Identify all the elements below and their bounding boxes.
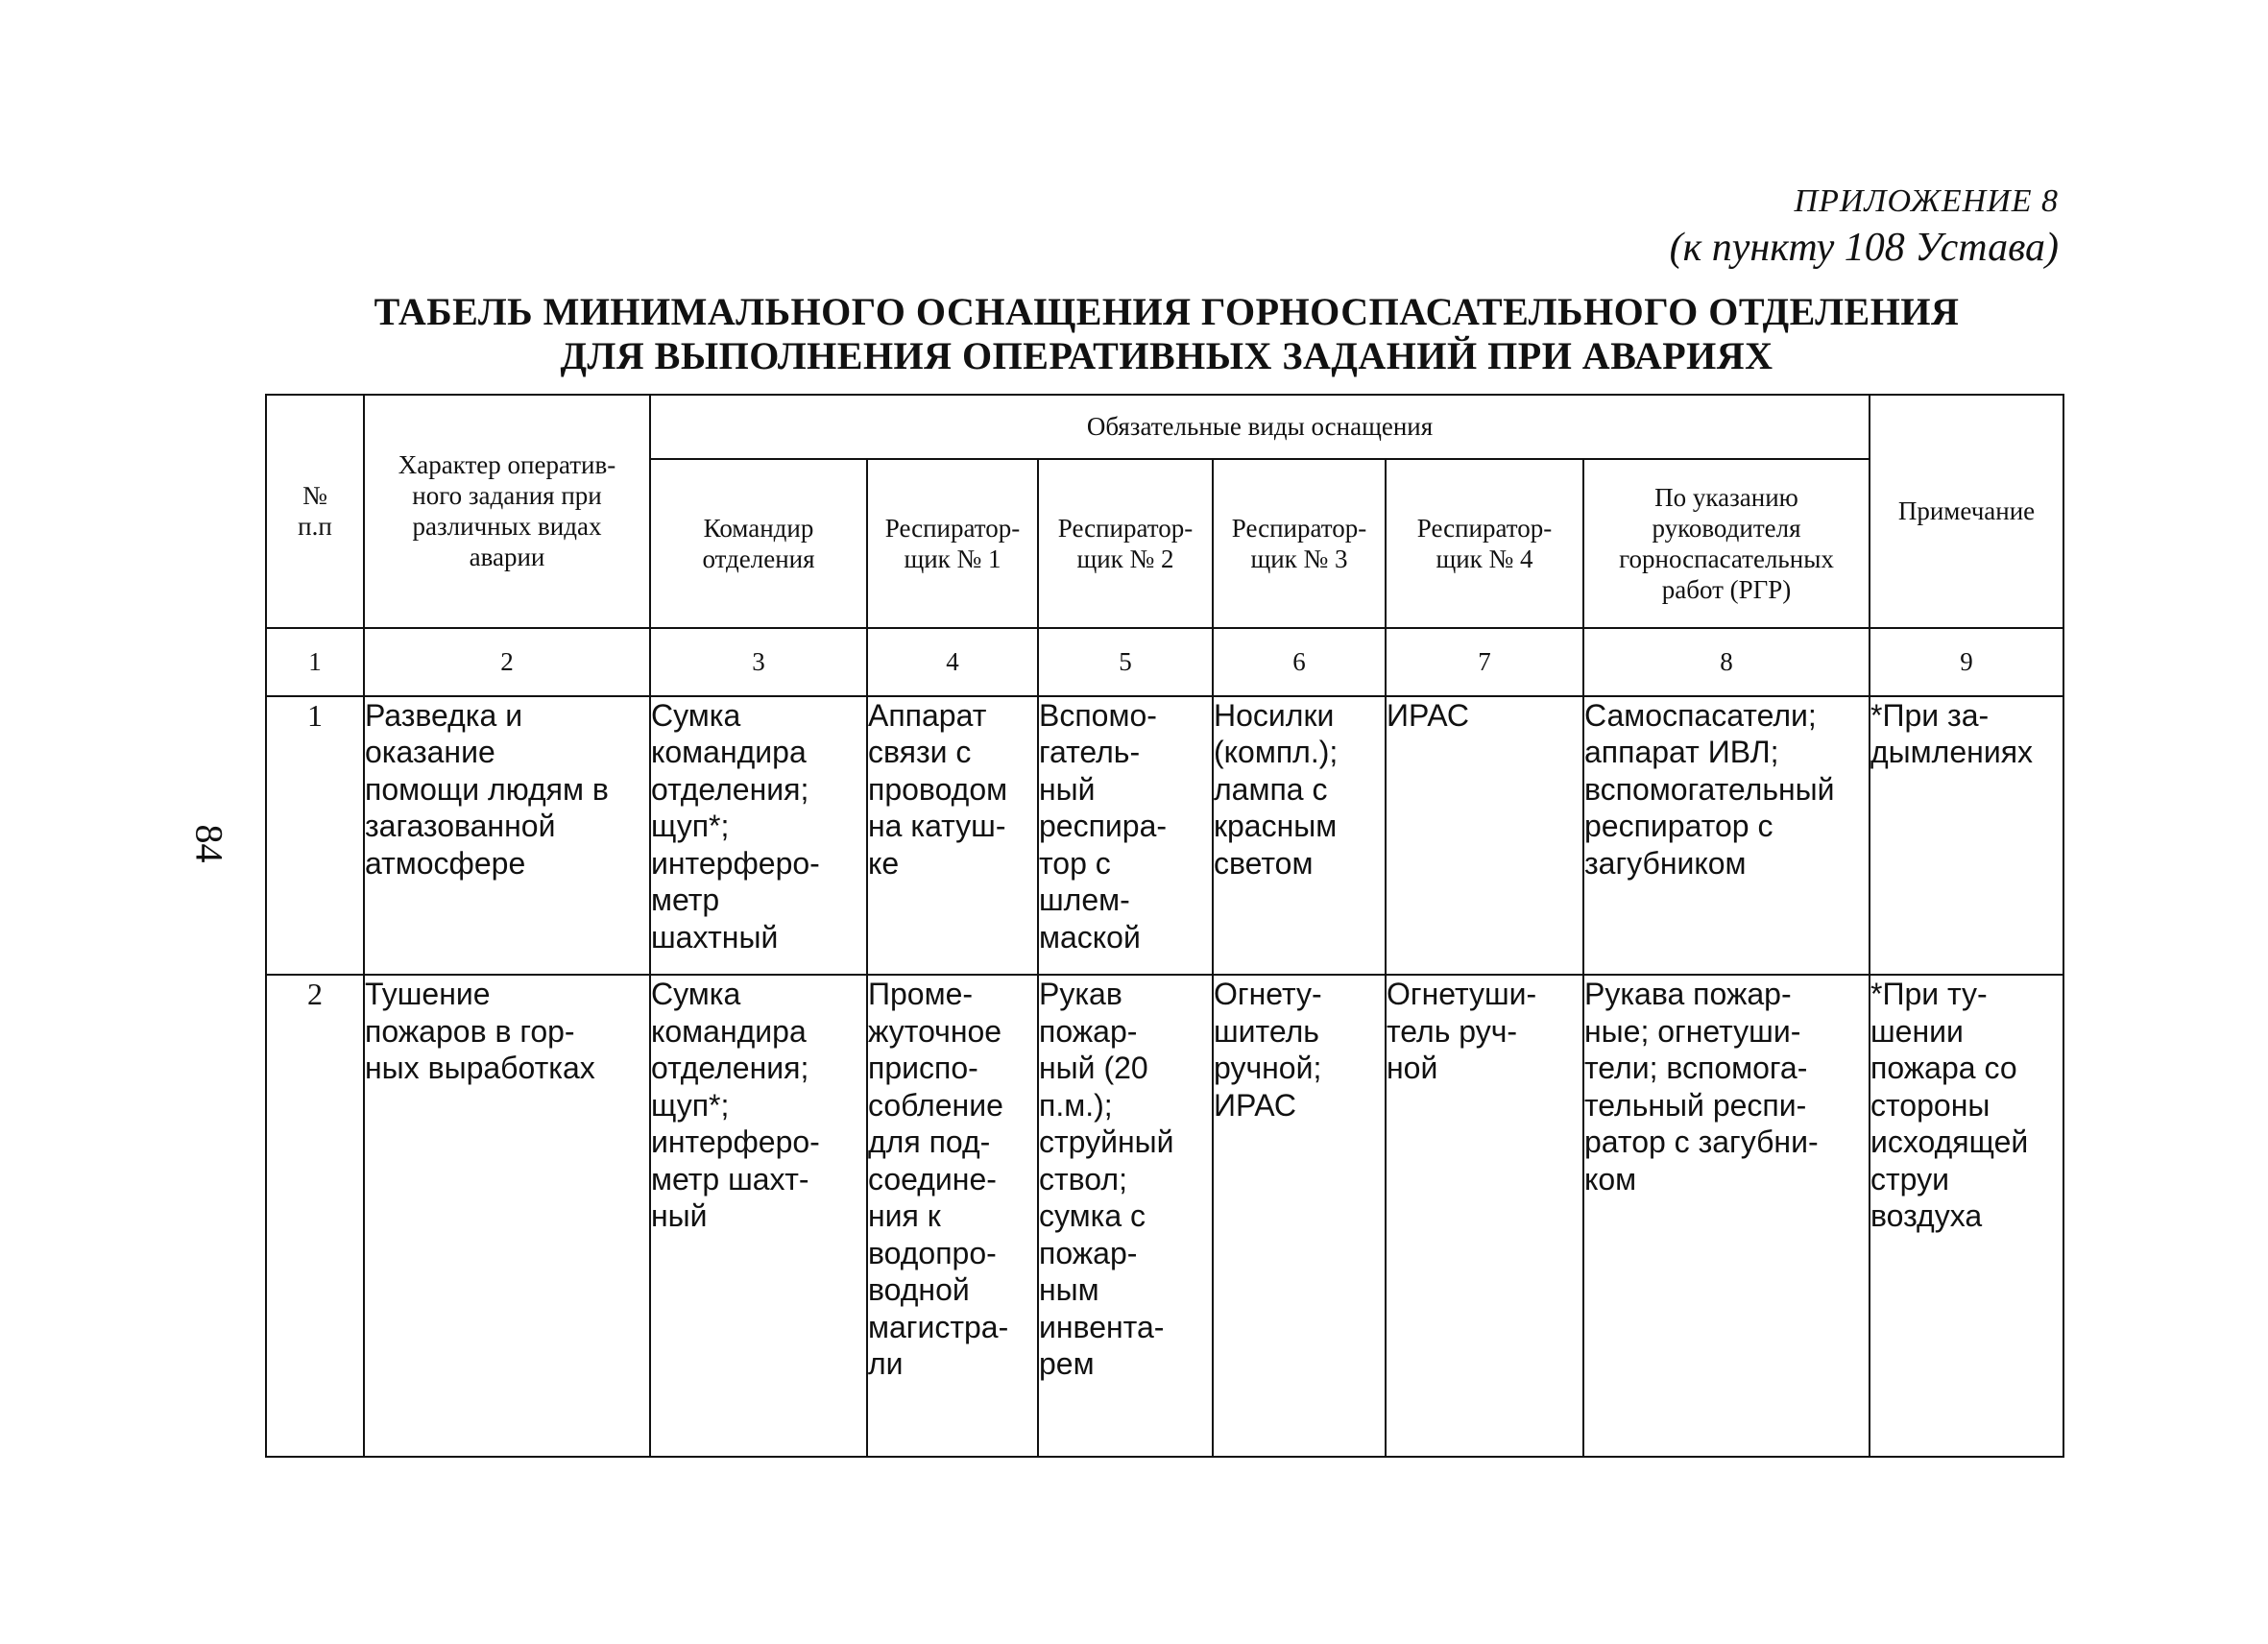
appendix-reference <box>1670 179 2059 271</box>
respirator-3-cell: Носилки (компл.); лампа с красным светом <box>1213 696 1386 976</box>
note-cell: *При ту- шении пожара со стороны исходящей струи воздуха <box>1870 975 2063 1457</box>
column-number: 8 <box>1583 628 1870 696</box>
column-number: 4 <box>867 628 1038 696</box>
header-respirator-4: Респиратор- щик № 4 <box>1386 459 1583 628</box>
table-row <box>266 696 2063 976</box>
appendix-label: ПРИЛОЖЕНИЕ 8 <box>1794 183 2059 219</box>
task-cell: Разведка и оказание помощи людям в загазованной атмосфере <box>364 696 650 976</box>
column-number: 6 <box>1213 628 1386 696</box>
column-number: 1 <box>266 628 364 696</box>
header-no: № п.п <box>266 395 364 628</box>
task-cell: Тушение пожаров в гор- ных выработках <box>364 975 650 1457</box>
page-number: 84 <box>187 824 231 863</box>
respirator-1-cell: Аппарат связи с проводом на катуш- ке <box>867 696 1038 976</box>
column-number: 7 <box>1386 628 1583 696</box>
commander-cell: Сумка командира отделения; щуп*; интерферо- метр шахтный <box>650 696 867 976</box>
header-respirator-3: Респиратор- щик № 3 <box>1213 459 1386 628</box>
rgr-cell: Рукава пожар- ные; огнетуши- тели; вспомога- тельный респи- ратор с загубни- ком <box>1583 975 1870 1457</box>
header-commander: Командир отделения <box>650 459 867 628</box>
header-respirator-2: Респиратор- щик № 2 <box>1038 459 1213 628</box>
header-note: Примечание <box>1870 395 2063 628</box>
commander-cell: Сумка командира отделения; щуп*; интерферо- метр шахт- ный <box>650 975 867 1457</box>
title-line-1: ТАБЕЛЬ МИНИМАЛЬНОГО ОСНАЩЕНИЯ ГОРНОСПАСАТЕЛЬНОГО ОТДЕЛЕНИЯ <box>374 290 1960 333</box>
column-number: 3 <box>650 628 867 696</box>
header-task: Характер оператив- ного задания при различных видах аварии <box>364 395 650 628</box>
equipment-table <box>265 394 2064 1458</box>
column-number: 9 <box>1870 628 2063 696</box>
appendix-clause: (к пункту 108 Устава) <box>1669 226 2059 270</box>
column-number-row <box>266 628 2063 696</box>
note-cell: *При за- дымлениях <box>1870 696 2063 976</box>
document-title <box>269 290 2064 378</box>
row-number: 1 <box>266 696 364 976</box>
header-mandatory-equipment: Обязательные виды оснащения <box>650 395 1870 459</box>
respirator-2-cell: Вспомо- гатель- ный респира- тор с шлем- маской <box>1038 696 1213 976</box>
rgr-cell: Самоспасатели; аппарат ИВЛ; вспомогательный респиратор с загубником <box>1583 696 1870 976</box>
table-row <box>266 975 2063 1457</box>
column-number: 2 <box>364 628 650 696</box>
respirator-4-cell: ИРАС <box>1386 696 1583 976</box>
title-line-2: ДЛЯ ВЫПОЛНЕНИЯ ОПЕРАТИВНЫХ ЗАДАНИЙ ПРИ АВАРИЯХ <box>560 334 1773 377</box>
respirator-2-cell: Рукав пожар- ный (20 п.м.); струйный ствол; сумка с пожар- ным инвента- рем <box>1038 975 1213 1457</box>
respirator-1-cell: Проме- жуточное приспо- собление для под- соедине- ния к водопро- водной магистра- ли <box>867 975 1038 1457</box>
header-row-group <box>266 395 2063 459</box>
respirator-4-cell: Огнетуши- тель руч- ной <box>1386 975 1583 1457</box>
row-number: 2 <box>266 975 364 1457</box>
header-respirator-1: Респиратор- щик № 1 <box>867 459 1038 628</box>
column-number: 5 <box>1038 628 1213 696</box>
header-rgr: По указанию руководителя горноспасательных работ (РГР) <box>1583 459 1870 628</box>
respirator-3-cell: Огнету- шитель ручной; ИРАС <box>1213 975 1386 1457</box>
